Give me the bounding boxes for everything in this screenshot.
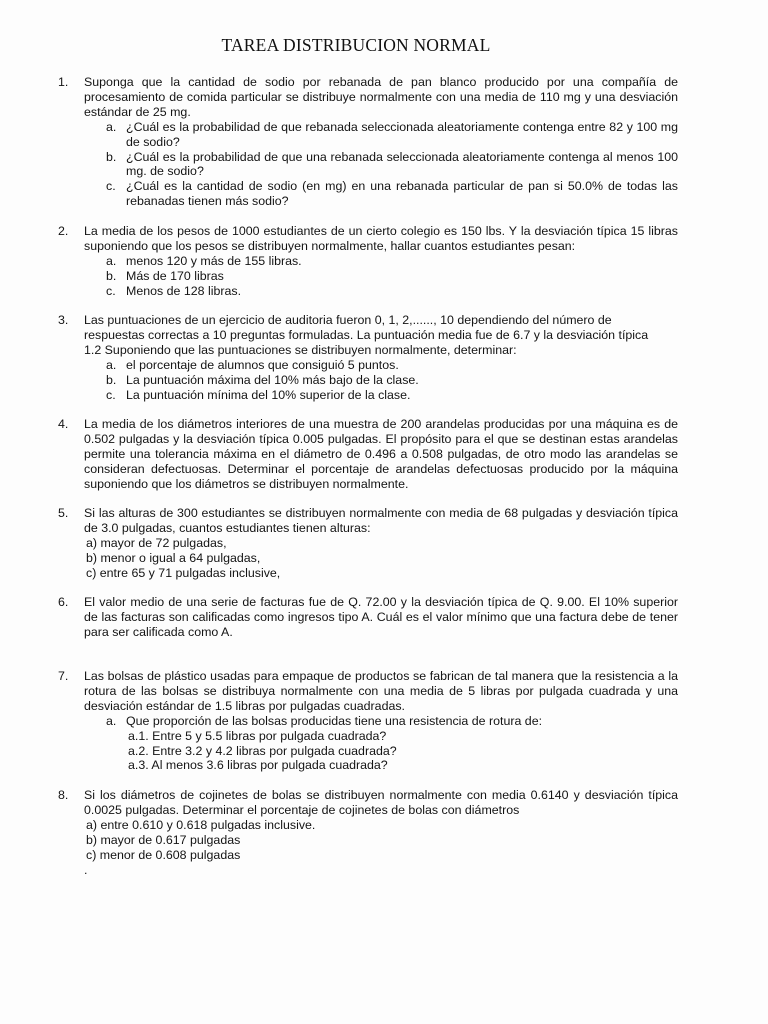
problem-number: 7. <box>58 669 69 683</box>
sub-question-label: a. <box>106 713 117 728</box>
problem-statement: Si los diámetros de cojinetes de bolas se distribuyen normalmente con media 0.6140 y desviación típica 0.0025 pulgadas. Determinar el porcentaje de cojinetes de bolas con diámetros <box>84 788 678 817</box>
problem-5 <box>58 506 678 581</box>
problem-statement: La media de los diámetros interiores de una muestra de 200 arandelas producidas por una máquina es de 0.502 pulgadas y la desviación típica 0.005 pulgadas. El propósito para el que se destinan estas arandelas permite una tolerancia máxima en el diámetro de 0.496 a 0.508 pulgadas, de otro modo las arandelas se consideran defectuosas. Determinar el porcentaje de arandelas defectuosas producido por la máquina suponiendo que los diámetros se distribuyen normalmente. <box>84 417 678 491</box>
sub-question-b <box>106 150 678 180</box>
problem-number: 5. <box>58 506 69 520</box>
problem-statement <box>84 313 678 358</box>
sub-question-text: ¿Cuál es la cantidad de sodio (en mg) en una rebanada particular de pan si 50.0% de todas las rebanadas tienen más sodio? <box>126 179 678 209</box>
sub-question-a <box>106 714 678 729</box>
nested-sub-question: a.1. Entre 5 y 5.5 libras por pulgada cuadrada? <box>128 728 387 743</box>
sub-question-c <box>106 284 678 299</box>
problem-statement: La media de los pesos de 1000 estudiantes de un cierto colegio es 150 lbs. Y la desviación típica 15 libras suponiendo que los pesos se distribuyen normalmente, hallar cuantos estudiantes pesan: <box>84 224 678 253</box>
sub-question-a <box>106 254 678 269</box>
problem-3 <box>58 313 678 402</box>
problem-1 <box>58 75 678 209</box>
sub-question-label: b. <box>106 149 117 164</box>
sub-question-label: b. <box>106 268 117 283</box>
sub-question-label: c. <box>106 179 116 194</box>
sub-question-text: Que proporción de las bolsas producidas tiene una resistencia de rotura de: <box>126 713 543 728</box>
problem-number: 1. <box>58 75 69 89</box>
sub-question-text: ¿Cuál es la probabilidad de que rebanada seleccionada aleatoriamente contenga entre 82 y 100 mg de sodio? <box>126 119 678 149</box>
answer-option: c) menor de 0.608 pulgadas <box>86 847 241 862</box>
sub-question-label: b. <box>106 372 117 387</box>
sub-question-label: a. <box>106 119 117 134</box>
sub-question-c <box>106 179 678 209</box>
sub-question-label: a. <box>106 253 117 268</box>
problem-7 <box>58 669 678 773</box>
problem-statement: Si las alturas de 300 estudiantes se distribuyen normalmente con media de 68 pulgadas y desviación típica de 3.0 pulgadas, cuantos estudiantes tienen alturas: <box>84 506 678 535</box>
sub-question-text: menos 120 y más de 155 libras. <box>126 253 302 268</box>
sub-question-c <box>106 388 678 403</box>
answer-option: a) entre 0.610 y 0.618 pulgadas inclusive. <box>86 817 316 832</box>
nested-sub-question: a.3. Al menos 3.6 libras por pulgada cuadrada? <box>128 758 388 773</box>
problem-statement: Suponga que la cantidad de sodio por rebanada de pan blanco producido por una compañía de procesamiento de comida particular se distribuye normalmente con una media de 110 mg y una desviación estándar de 25 mg. <box>84 75 678 119</box>
nested-sub-question: a.2. Entre 3.2 y 4.2 libras por pulgada cuadrada? <box>128 743 397 758</box>
sub-question-text: el porcentaje de alumnos que consiguió 5 puntos. <box>126 357 399 372</box>
document-title: TAREA DISTRIBUCION NORMAL <box>221 35 491 55</box>
trailing-period: . <box>84 862 88 877</box>
problem-number: 4. <box>58 417 69 431</box>
sub-question-text: ¿Cuál es la probabilidad de que una rebanada seleccionada aleatoriamente contenga al menos 100 mg. de sodio? <box>126 149 678 179</box>
problem-8 <box>58 788 678 877</box>
problem-statement: Las bolsas de plástico usadas para empaque de productos se fabrican de tal manera que la resistencia a la rotura de las bolsas se distribuya normalmente con una media de 5 libras por pulgada cuadrada y una desviación estándar de 1.5 libras por pulgadas cuadradas. <box>84 669 678 713</box>
problem-number: 8. <box>58 788 69 802</box>
sub-question-label: a. <box>106 357 117 372</box>
statement-line: Las puntuaciones de un ejercicio de auditoria fueron 0, 1, 2,......, 10 dependiendo del número de <box>84 313 612 327</box>
problem-4 <box>58 417 678 492</box>
sub-question-text: Más de 170 libras <box>126 268 224 283</box>
sub-question-b <box>106 373 678 388</box>
sub-question-a <box>106 358 678 373</box>
sub-question-label: c. <box>106 387 116 402</box>
problem-number: 2. <box>58 224 69 238</box>
sub-question-b <box>106 269 678 284</box>
problem-number: 6. <box>58 595 69 609</box>
sub-question-label: c. <box>106 283 116 298</box>
answer-option: b) mayor de 0.617 pulgadas <box>86 832 241 847</box>
problem-6 <box>58 595 678 640</box>
sub-question-a <box>106 120 678 150</box>
problem-2 <box>58 224 678 299</box>
answer-option: b) menor o igual a 64 pulgadas, <box>86 550 261 565</box>
sub-question-text: La puntuación máxima del 10% más bajo de la clase. <box>126 372 419 387</box>
sub-question-text: La puntuación mínima del 10% superior de la clase. <box>126 387 411 402</box>
problem-statement: El valor medio de una serie de facturas fue de Q. 72.00 y la desviación típica de Q. 9.00. El 10% superior de las facturas son calificadas como ingresos tipo A. Cuál es el valor mínimo que una factura debe de tener para ser calificada como A. <box>84 595 678 639</box>
answer-option: a) mayor de 72 pulgadas, <box>86 535 227 550</box>
statement-line: respuestas correctas a 10 preguntas formuladas. La puntuación media fue de 6.7 y la desviación típica <box>84 327 649 342</box>
answer-option: c) entre 65 y 71 pulgadas inclusive, <box>86 565 281 580</box>
problem-number: 3. <box>58 313 69 327</box>
statement-line: 1.2 Suponiendo que las puntuaciones se distribuyen normalmente, determinar: <box>84 342 517 357</box>
sub-question-text: Menos de 128 libras. <box>126 283 242 298</box>
